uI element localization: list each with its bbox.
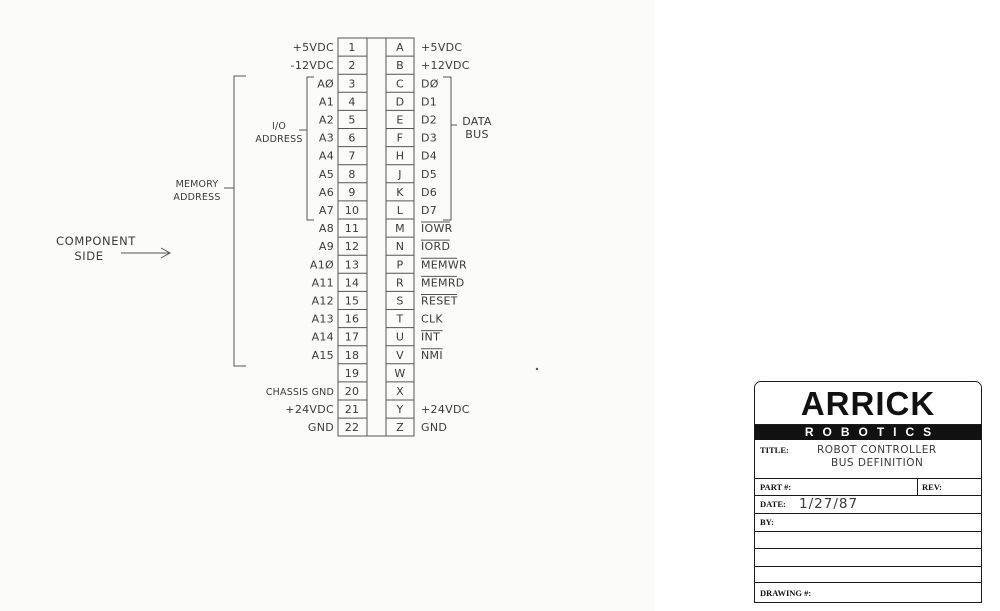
right-pin-signal: D2 [421,113,438,127]
drawing-number-label: DRAWING #: [760,588,812,598]
left-pin-signal: A4 [318,149,334,163]
logo-wordmark: ARRICK [800,384,936,422]
pin-number: 21 [344,403,360,417]
left-pin-signal: A14 [311,330,334,344]
pin-letter: F [396,131,404,145]
pin-number: 11 [344,222,360,236]
pin-number: 10 [344,203,360,217]
by-label: BY: [760,517,774,527]
pin-letter: X [396,384,404,398]
right-signal-labels [421,41,470,434]
right-pin-signal: D7 [421,203,438,217]
pin-row-dividers [338,56,414,418]
pin-letter: K [396,185,404,199]
left-pin-signal: A3 [318,131,334,145]
pin-number: 17 [344,330,360,344]
right-pin-signal: MEMRD [421,276,465,290]
title-label: TITLE: [760,445,789,455]
date-row [755,495,981,513]
pin-number: 5 [348,113,356,127]
rev-divider [917,479,918,495]
left-pin-signal: GND [307,421,334,435]
left-pin-signal: A1 [318,95,334,109]
left-pin-signal: AØ [317,77,334,91]
left-pin-signal: A12 [311,294,334,308]
left-pin-signal: A15 [311,348,334,362]
right-pin-signal: DØ [421,77,439,91]
title-value-line2: BUS DEFINITION [831,457,924,469]
pin-letter: H [395,149,405,163]
right-pin-signal: +24VDC [421,403,470,417]
logo-subtitle-bar: ROBOTICS [755,425,981,440]
title-value-line1: ROBOT CONTROLLER [817,444,937,456]
left-pin-signal: A8 [318,222,334,236]
right-pin-signal: D1 [421,95,438,109]
right-pin-signal: IORD [421,240,451,254]
right-pin-signal: IOWR [421,222,453,236]
pin-number: 7 [348,149,356,163]
right-pin-signal: RESET [421,294,458,308]
pin-letter: L [396,203,404,217]
left-pin-signal: A7 [318,203,334,217]
pin-number: 15 [344,294,360,308]
pin-letter: E [396,113,404,127]
right-pin-signal: D6 [421,185,438,199]
right-pin-signal: MEMWR [421,258,467,272]
pin-letter: W [394,366,406,380]
left-pin-signal: A6 [318,185,334,199]
left-pin-signal: A5 [318,167,334,181]
pin-number: 13 [344,258,360,272]
pin-letter: N [395,240,405,254]
blank-row [755,566,981,582]
title-row [755,440,981,478]
pin-letter: T [396,312,404,326]
pin-number: 1 [348,41,356,55]
pin-number: 8 [348,167,356,181]
pin-letter: M [395,222,405,236]
data-bus-label-2: BUS [465,128,489,141]
pin-letter: U [395,330,405,344]
memory-address-label: MEMORY [175,179,219,190]
right-pin-signal: NMI [421,348,443,362]
right-pin-signal: +12VDC [421,59,470,73]
arrow-right-icon [121,248,170,258]
pin-letter: P [396,258,404,272]
right-pin-signal: INT [421,330,441,344]
right-pin-signal: GND [421,421,448,435]
pin-letter: D [395,95,405,109]
rev-label: REV: [922,482,942,492]
component-side-label: COMPONENT [56,234,136,248]
blank-row [755,548,981,566]
right-pin-signal: D3 [421,131,438,145]
pin-number: 9 [348,185,356,199]
pin-number: 4 [348,95,356,109]
pin-letter: C [396,77,404,91]
right-pin-signal: +5VDC [421,41,463,55]
title-block [754,381,982,603]
pin-letter: S [396,294,404,308]
data-bus-bracket [443,77,457,220]
pin-number: 19 [344,366,360,380]
left-pin-signal: A9 [318,240,334,254]
left-signal-labels [266,41,334,434]
right-pin-signal: D5 [421,167,438,181]
pin-letter: B [396,59,404,73]
pin-number: 20 [344,384,360,398]
right-pin-signal: CLK [421,312,443,326]
pin-letter: V [396,348,404,362]
pin-number: 16 [344,312,360,326]
left-pin-signal: A11 [311,276,334,290]
pin-letter: A [396,41,404,55]
pin-number: 3 [348,77,356,91]
left-pin-signal: A1Ø [309,258,334,272]
pin-number: 14 [344,276,360,290]
left-pin-signal: A2 [318,113,334,127]
company-logo [755,382,981,425]
date-value: 1/27/87 [799,496,859,512]
pin-number: 18 [344,348,360,362]
by-row [755,513,981,531]
left-pin-signal: +5VDC [292,41,334,55]
component-side-label-2: SIDE [74,249,104,263]
pin-number: 2 [348,59,356,73]
left-pin-signal: +24VDC [285,403,334,417]
pin-letter: R [396,276,404,290]
pencil-dot [536,368,538,370]
pin-number: 6 [348,131,356,145]
pin-letter: Y [396,403,404,417]
left-pin-signal: CHASSIS GND [265,386,334,398]
left-pin-signal: -12VDC [290,59,334,73]
part-number-label: PART #: [760,482,792,492]
pin-number: 22 [344,421,360,435]
memory-address-label-2: ADDRESS [173,192,221,203]
drawing-number-row [755,582,981,603]
pin-number: 12 [344,240,360,254]
right-pin-signal: D4 [421,149,438,163]
left-pin-signal: A13 [311,312,334,326]
io-address-bracket [299,77,314,220]
date-label: DATE: [760,499,786,509]
part-number-row [755,478,981,495]
data-bus-label: DATA [462,115,492,128]
memory-address-bracket [224,76,246,366]
blank-row [755,531,981,548]
pin-letter: Z [396,421,404,435]
io-address-label: I/O [271,121,287,132]
pin-letter: J [398,167,402,181]
io-address-label-2: ADDRESS [255,134,303,145]
